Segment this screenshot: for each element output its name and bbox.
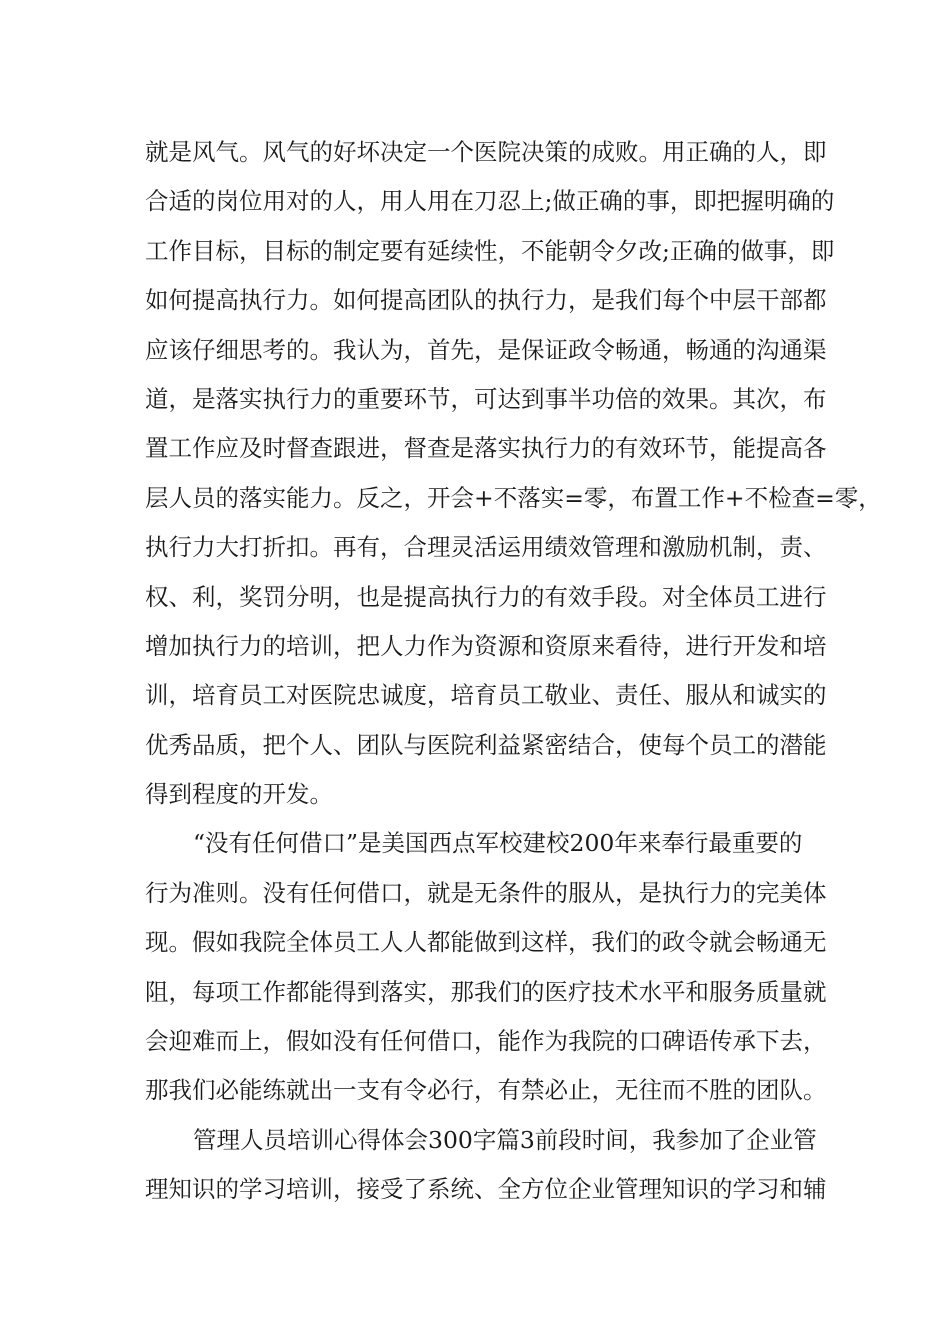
text-line: 执行力大打折扣。再有，合理灵活运用绩效管理和激励机制，责、 bbox=[145, 533, 827, 562]
text-line: 应该仔细思考的。我认为，首先，是保证政令畅通，畅通的沟通渠 bbox=[145, 335, 827, 364]
text-line: 训，培育员工对医院忠诚度，培育员工敬业、责任、服从和诚实的 bbox=[145, 681, 827, 710]
text-line: 就是风气。风气的好坏决定一个医院决策的成败。用正确的人，即 bbox=[145, 138, 827, 166]
text-line: 现。假如我院全体员工人人都能做到这样，我们的政令就会畅通无 bbox=[145, 928, 827, 957]
text-line: 行为准则。没有任何借口，就是无条件的服从，是执行力的完美体 bbox=[145, 878, 827, 907]
text-line: 得到程度的开发。 bbox=[145, 780, 333, 809]
text-line: 阻，每项工作都能得到落实，那我们的医疗技术水平和服务质量就 bbox=[145, 977, 827, 1006]
text-line: 会迎难而上，假如没有任何借口，能作为我院的口碑语传承下去， bbox=[145, 1027, 827, 1056]
text-line: 优秀品质，把个人、团队与医院利益紧密结合，使每个员工的潜能 bbox=[145, 730, 827, 759]
text-line: “没有任何借口”是美国西点军校建校200年来奉行最重要的 bbox=[193, 829, 803, 858]
text-line: 合适的岗位用对的人，用人用在刀忍上;做正确的事，即把握明确的 bbox=[145, 187, 835, 216]
text-line: 道，是落实执行力的重要环节，可达到事半功倍的效果。其次，布 bbox=[145, 384, 827, 413]
text-line: 理知识的学习培训，接受了系统、全方位企业管理知识的学习和辅 bbox=[145, 1175, 827, 1204]
text-line: 置工作应及时督查跟进，督查是落实执行力的有效环节，能提高各 bbox=[145, 434, 827, 463]
text-line: 层人员的落实能力。反之，开会+不落实=零，布置工作+不检查=零， bbox=[145, 483, 882, 512]
text-line: 那我们必能练就出一支有令必行，有禁必止，无往而不胜的团队。 bbox=[145, 1076, 827, 1105]
body-text bbox=[145, 133, 882, 1220]
text-line: 增加执行力的培训，把人力作为资源和资原来看待，进行开发和培 bbox=[145, 631, 827, 660]
text-line: 如何提高执行力。如何提高团队的执行力，是我们每个中层干部都 bbox=[145, 286, 827, 315]
text-line: 管理人员培训心得体会300字篇3前段时间，我参加了企业管 bbox=[193, 1125, 817, 1154]
text-line: 工作目标，目标的制定要有延续性，不能朝令夕改;正确的做事，即 bbox=[145, 236, 835, 265]
text-line: 权、利，奖罚分明，也是提高执行力的有效手段。对全体员工进行 bbox=[145, 582, 827, 611]
